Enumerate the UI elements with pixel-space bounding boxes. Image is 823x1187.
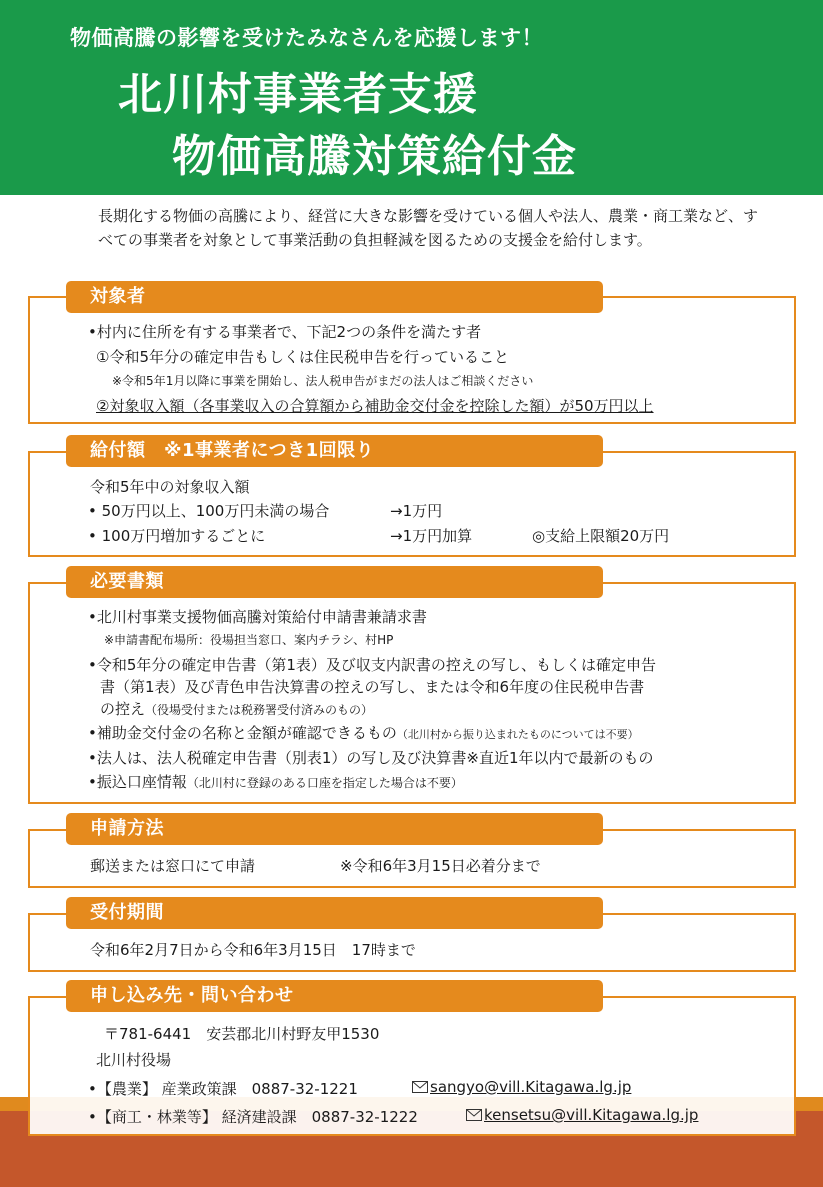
period-text: 令和6年2月7日から令和6年3月15日 17時まで — [90, 941, 416, 959]
amount-row2-right: →1万円加算 — [390, 527, 473, 545]
mail-icon — [466, 1109, 482, 1121]
method-note: ※令和6年3月15日必着分まで — [340, 857, 541, 875]
method-heading: 申請方法 — [66, 813, 603, 845]
doc-item2-line2: 書（第1表）及び青色申告決算書の控えの写し、または令和6年度の住民税申告書 — [100, 678, 645, 696]
documents-heading: 必要書類 — [66, 566, 603, 598]
target-heading: 対象者 — [66, 281, 603, 313]
contact-agri-label: •【農業】 産業政策課 0887-32-1221 — [88, 1080, 358, 1098]
contact-address: 〒781-6441 安芸郡北川村野友甲1530 — [104, 1025, 380, 1043]
amount-line1: 令和5年中の対象収入額 — [90, 478, 250, 496]
doc-item5-text: •振込口座情報 — [88, 773, 187, 791]
intro-line1: 長期化する物価の高騰により、経営に大きな影響を受けている個人や法人、農業・商工業など、す — [98, 207, 759, 225]
target-cond2: ②対象収入額（各事業収入の合算額から補助金交付金を控除した額）が50万円以上 — [96, 397, 654, 415]
contact-commerce-email-wrap[interactable] — [466, 1106, 698, 1124]
contact-office: 北川村役場 — [96, 1051, 172, 1069]
title-line2: 物価高騰対策給付金 — [172, 131, 577, 182]
doc-item2-line1: •令和5年分の確定申告書（第1表）及び収支内訳書の控えの写し、もしくは確定申告 — [88, 656, 656, 674]
contact-commerce-label: •【商工・林業等】 経済建設課 0887-32-1222 — [88, 1108, 418, 1126]
doc-item3 — [88, 722, 639, 743]
mail-icon — [412, 1081, 428, 1093]
amount-row2-left: • 100万円増加するごとに — [88, 527, 266, 545]
contact-agri-email-wrap[interactable] — [412, 1078, 631, 1096]
title-line1: 北川村事業者支援 — [118, 69, 478, 120]
doc-item1-note: ※申請書配布場所：役場担当窓口、案内チラシ、村HP — [104, 633, 394, 647]
contact-agri-email[interactable]: sangyo@vill.Kitagawa.lg.jp — [430, 1078, 632, 1096]
header-banner — [0, 0, 823, 195]
target-cond1: ①令和5年分の確定申告もしくは住民税申告を行っていること — [96, 348, 509, 366]
target-bullet: •村内に住所を有する事業者で、下記2つの条件を満たす者 — [88, 323, 482, 341]
contact-heading: 申し込み先・問い合わせ — [66, 980, 603, 1012]
intro-line2: べての事業者を対象として事業活動の負担軽減を図るための支援金を給付します。 — [98, 231, 652, 249]
doc-item4: •法人は、法人税確定申告書（別表1）の写し及び決算書※直近1年以内で最新のもの — [88, 749, 654, 767]
amount-row1-right: →1万円 — [390, 502, 443, 520]
period-heading: 受付期間 — [66, 897, 603, 929]
doc-item5 — [88, 771, 463, 792]
contact-commerce-email[interactable]: kensetsu@vill.Kitagawa.lg.jp — [484, 1106, 699, 1124]
doc-item2-line3-note: （役場受付または税務署受付済みのもの） — [145, 703, 374, 717]
amount-row2-note: ◎支給上限額20万円 — [532, 527, 670, 545]
method-text: 郵送または窓口にて申請 — [90, 857, 256, 875]
intro-text — [98, 204, 788, 252]
doc-item3-text: •補助金交付金の名称と金額が確認できるもの — [88, 724, 397, 742]
amount-heading: 給付額 ※1事業者につき1回限り — [66, 435, 603, 467]
doc-item5-note: （北川村に登録のある口座を指定した場合は不要） — [186, 776, 463, 790]
amount-row1-left: • 50万円以上、100万円未満の場合 — [88, 502, 330, 520]
doc-item3-note: （北川村から振り込まれたものについては不要） — [396, 728, 639, 741]
target-cond1-note: ※令和5年1月以降に事業を開始し、法人税申告がまだの法人はご相談ください — [112, 374, 534, 388]
doc-item2-line3 — [100, 698, 373, 719]
doc-item2-line3-text: の控え — [100, 700, 146, 718]
doc-item1: •北川村事業支援物価高騰対策給付申請書兼請求書 — [88, 608, 427, 626]
header-subtitle: 物価高騰の影響を受けたみなさんを応援します！ — [70, 26, 543, 50]
